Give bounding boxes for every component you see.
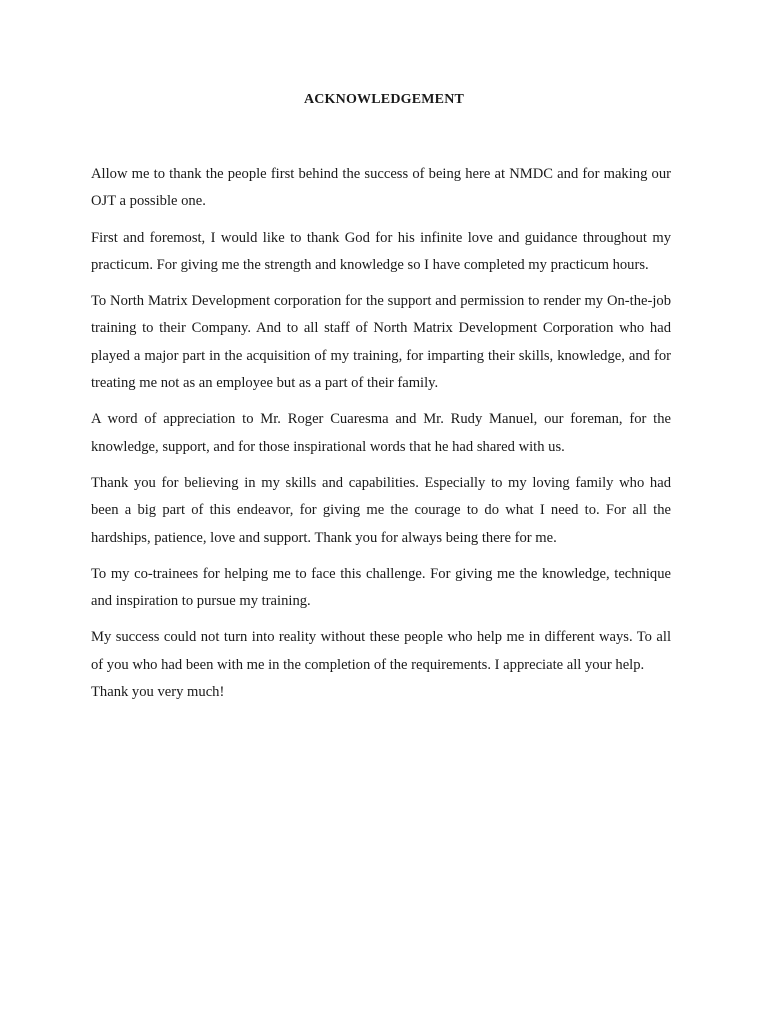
page-title: ACKNOWLEDGEMENT	[303, 92, 465, 107]
paragraph-intro: Allow me to thank the people first behind the success of being here at NMDC and for making our OJT a possible one.	[91, 166, 671, 210]
paragraph-company: To North Matrix Development corporation for the support and permission to render my On-the-job training to their Company. And to all staff of North Matrix Development Corporation who had played a major part in the acquisition of my training, for imparting their skills, knowledge, and for treating me not as an employee but as a part of their family.	[91, 293, 671, 392]
paragraph-thank-you: Thank you very much!	[91, 684, 225, 701]
paragraph-co-trainees: To my co-trainees for helping me to face this challenge. For giving me the knowledge, technique and inspiration to pursue my training.	[91, 565, 671, 610]
paragraph-family: Thank you for believing in my skills and capabilities. Especially to my loving family who had been a big part of this endeavor, for giving me the courage to do what I need to. For all the hardships, patience, love and support. Thank you for always being there for me.	[91, 474, 671, 546]
document-body	[91, 161, 671, 715]
paragraph-closing: My success could not turn into reality without these people who help me in different ways. To all of you who had been with me in the completion of the requirements. I appreciate all your help.	[91, 629, 671, 673]
paragraph-thanks-god: First and foremost, I would like to thank God for his infinite love and guidance throughout my practicum. For giving me the strength and knowledge so I have completed my practicum hours.	[91, 229, 671, 273]
paragraph-foreman: A word of appreciation to Mr. Roger Cuaresma and Mr. Rudy Manuel, our foreman, for the knowledge, support, and for those inspirational words that he had shared with us.	[91, 411, 671, 455]
